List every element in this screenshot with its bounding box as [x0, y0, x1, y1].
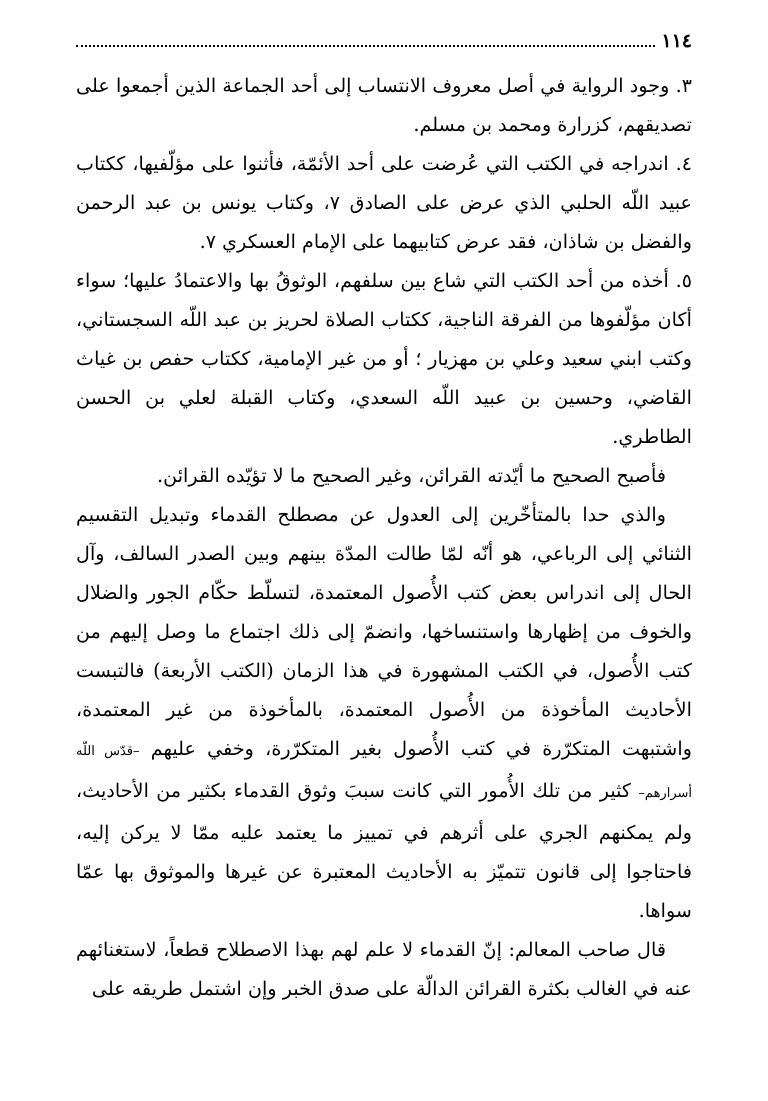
list-item-condition-3: ٣. وجود الرواية في أصل معروف الانتساب إلى أحد الجماعة الذين أجمعوا على تصديقهم، كزرارة ومحمد بن مسلم. — [76, 74, 692, 136]
list-item-condition-5: ٥. أخذه من أحد الكتب التي شاع بين سلفهم، الوثوقُ بها والاعتمادُ عليها؛ سواء أكان مؤلّفوها من الفرقة الناجية، ككتاب الصلاة لحريز بن عبد اللّه السجستاني، وكتب ابني سعيد وعلي بن مهزيار ؛ أو من غير الإمامية، ككتاب حفص بن غياث القاضي، وحسين بن عبيد اللّه السعدي، وكتاب القبلة لعلي بن الحسن الطاطري. — [76, 269, 692, 448]
paragraph-text-part-2: كثير من تلك الأُمور التي كانت سببَ وثوق القدماء بكثير من الأحاديث، ولم يمكنهم الجري على أثرهم في تمييز ما يعتمد عليه ممّا لا يركن إليه، فاحتاجوا إلى قانون تتميّز به الأحاديث المعتبرة عن غيرها والموثوق بها عمّا سواها. — [76, 779, 692, 922]
body-paragraph-later-scholars — [76, 495, 692, 930]
page-number: ١١٤ — [661, 30, 692, 52]
page-body — [76, 66, 692, 1008]
page-header — [76, 30, 692, 56]
body-paragraph-maalim-quote: قال صاحب المعالم: إنّ القدماء لا علم لهم بهذا الاصطلاح قطعاً، لاستغنائهم عنه في الغالب بكثرة القرائن الدالّة على صدق الخبر وإن اشتمل طريقه على — [76, 938, 692, 1000]
paragraph-text-part-1: والذي حدا بالمتأخّرين إلى العدول عن مصطلح القدماء وتبديل التقسيم الثنائي إلى الرباعي، هو أنّه لمّا طالت المدّة بينهم وبين الصدر السالف، وآل الحال إلى اندراس بعض كتب الأُصول المعتمدة، لتسلّط حكّام الجور والضلال والخوف من إظهارها واستنساخها، وانضمّ إلى ذلك اجتماع ما وصل إليهم من كتب الأُصول، في الكتب المشهورة في هذا الزمان (الكتب الأربعة) فالتبست الأحاديث المأخوذة من الأُصول المعتمدة، بالمأخوذة من غير المعتمدة، واشتبهت المتكرّرة في كتب الأُصول بغير المتكرّرة، وخفي عليهم — [76, 503, 692, 760]
header-dotted-rule — [76, 33, 655, 47]
body-paragraph-conclusion: فأصبح الصحيح ما أيّدته القرائن، وغير الصحيح ما لا تؤيّده القرائن. — [157, 464, 666, 487]
list-item-condition-4: ٤. اندراجه في الكتب التي عُرضت على أحد الأئمّة، فأثنوا على مؤلّفيها، ككتاب عبيد اللّه الحلبي الذي عرض على الصادق ٧، وكتاب يونس بن عبد الرحمن والفضل بن شاذان، فقد عرض كتابيهما على الإمام العسكري ٧. — [76, 152, 692, 253]
honorific-phrase: –قدّس اللّه أسرارهم– — [76, 744, 692, 801]
